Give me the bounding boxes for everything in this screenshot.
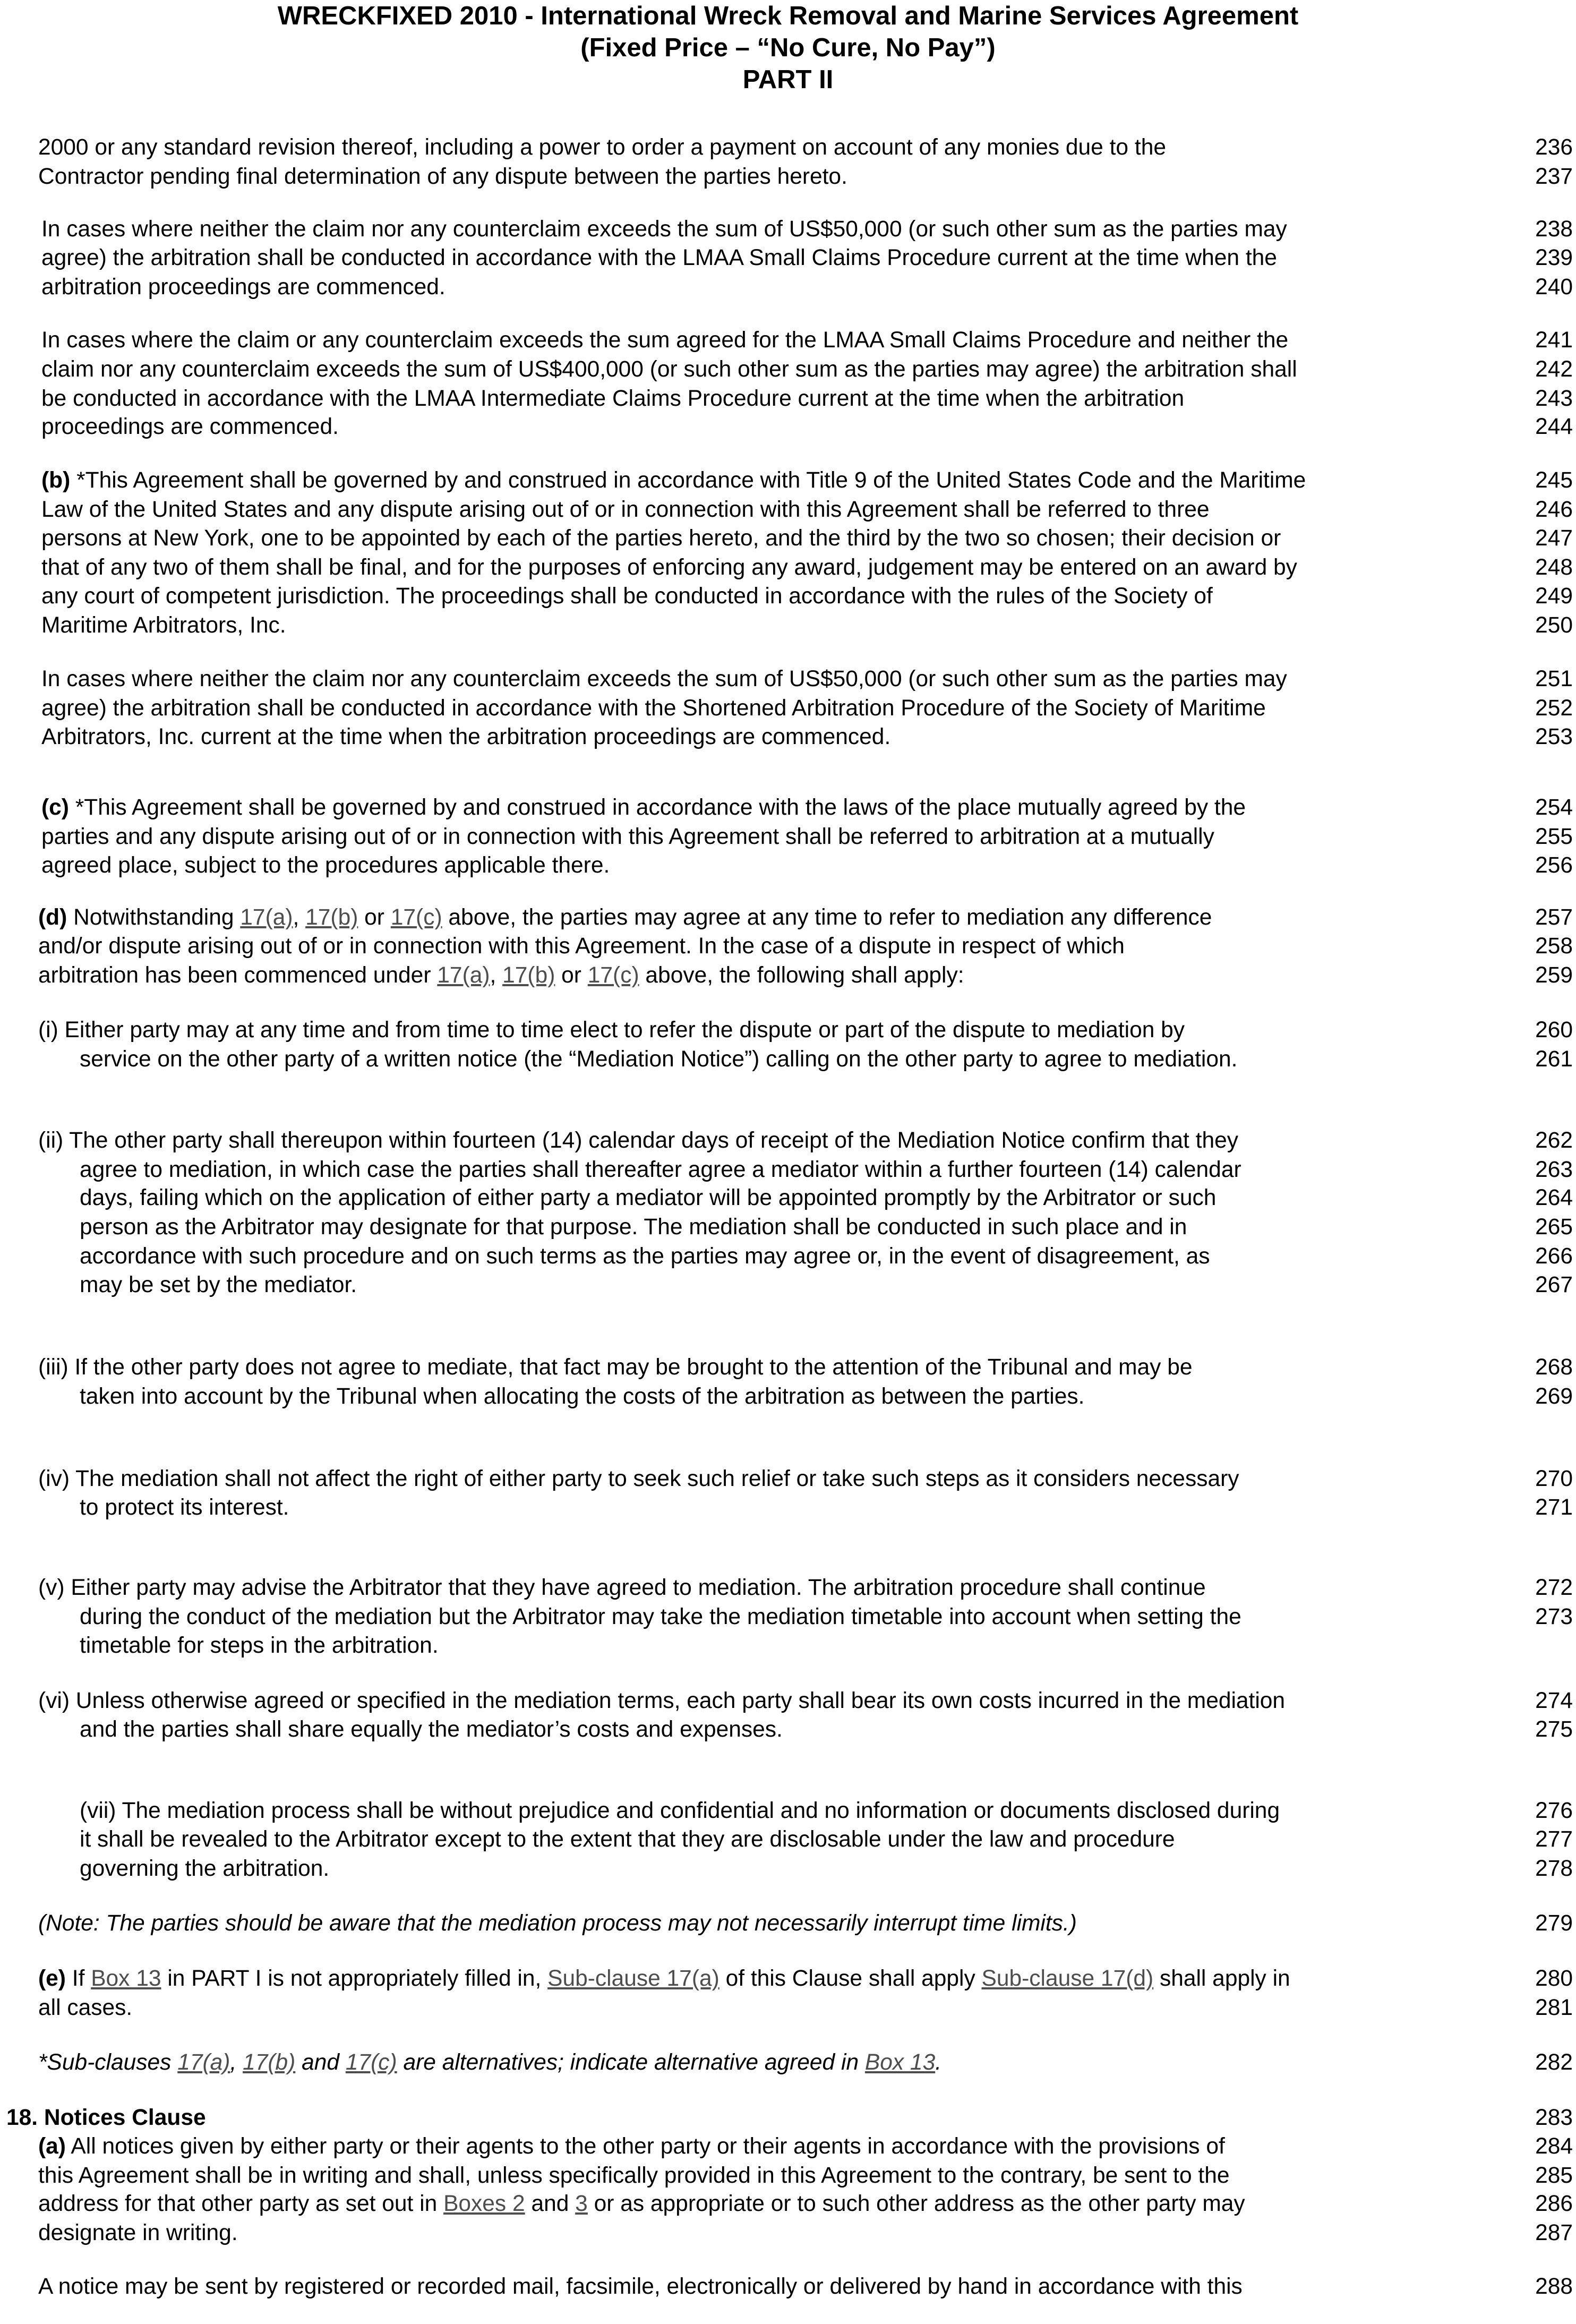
line-number: 280	[1535, 1966, 1573, 1991]
line-number: 243	[1535, 386, 1573, 411]
text-line	[0, 524, 1576, 553]
line-text	[38, 1353, 1193, 1382]
text-segment: and the parties shall share equally the mediator’s costs and expenses.	[80, 1717, 783, 1742]
text-line	[0, 1602, 1576, 1632]
text-segment: (vii) The mediation process shall be without prejudice and confidential and no information or documents disclosed during	[80, 1798, 1280, 1823]
line-text	[41, 384, 1184, 414]
text-line	[0, 1493, 1576, 1523]
text-segment: arbitration has been commenced under	[38, 963, 438, 988]
text-segment: *This Agreement shall be governed by and construed in accordance with the laws of the place mutually agreed by the	[68, 795, 1246, 820]
line-number: 271	[1535, 1495, 1573, 1520]
text-segment: In cases where the claim or any counterclaim exceeds the sum agreed for the LMAA Small Claims Procedure and neither the	[41, 328, 1289, 353]
text-segment: *This Agreement shall be governed by and construed in accordance with Title 9 of the United States Code and the Maritime	[70, 468, 1306, 493]
text-segment: (i) Either party may at any time and from time to time elect to refer the dispute or part of the dispute to mediation by	[38, 1018, 1185, 1043]
line-text	[41, 582, 1213, 611]
line-number: 244	[1535, 414, 1573, 439]
text-line	[0, 1993, 1576, 2023]
text-segment: agree) the arbitration shall be conducted in accordance with the Shortened Arbitration Procedure of the Society of Maritime	[41, 696, 1266, 721]
text-line	[0, 1353, 1576, 1382]
line-number: 259	[1535, 963, 1573, 988]
text-line	[0, 851, 1576, 881]
document-subtitle: (Fixed Price – “No Cure, No Pay”)	[580, 33, 996, 62]
line-number: 239	[1535, 245, 1573, 270]
text-segment: days, failing which on the application of either party a mediator will be appointed promptly by the Arbitrator or such	[80, 1185, 1217, 1210]
line-text	[38, 2218, 238, 2248]
line-text	[38, 961, 964, 990]
line-number: 238	[1535, 217, 1573, 242]
text-line	[0, 466, 1576, 495]
cross-reference-link[interactable]: 17(b)	[243, 2050, 296, 2075]
text-line	[0, 1796, 1576, 1826]
line-text	[6, 2103, 206, 2133]
line-text	[38, 903, 1212, 933]
text-segment: timetable for steps in the arbitration.	[80, 1633, 439, 1658]
line-text	[38, 1573, 1206, 1603]
text-segment: Contractor pending final determination of any dispute between the parties hereto.	[38, 164, 847, 189]
text-segment: Notwithstanding	[67, 905, 241, 930]
line-number: 241	[1535, 328, 1573, 353]
text-segment: above, the parties may agree at any time to refer to mediation any difference	[442, 905, 1212, 930]
line-text	[80, 1212, 1187, 1242]
text-line	[0, 412, 1576, 442]
text-line	[0, 1964, 1576, 1994]
text-segment: taken into account by the Tribunal when allocating the costs of the arbitration as between the parties.	[80, 1384, 1085, 1409]
text-line	[0, 2272, 1576, 2302]
line-text	[41, 722, 890, 752]
line-number: 249	[1535, 584, 1573, 609]
line-text	[38, 2272, 1243, 2302]
line-number: 262	[1535, 1128, 1573, 1153]
cross-reference-link[interactable]: 17(b)	[305, 905, 358, 930]
text-line	[0, 243, 1576, 273]
text-segment: ,	[293, 905, 306, 930]
line-text	[38, 1015, 1185, 1045]
text-segment: or as appropriate or to such other address as the other party may	[587, 2191, 1245, 2216]
line-number: 242	[1535, 357, 1573, 382]
text-segment: to protect its interest.	[80, 1495, 289, 1520]
line-text	[41, 851, 610, 881]
line-text	[41, 215, 1287, 244]
text-line	[0, 1464, 1576, 1494]
cross-reference-link[interactable]: 17(c)	[587, 963, 639, 988]
text-segment: person as the Arbitrator may designate for that purpose. The mediation shall be conducted in such place and in	[80, 1215, 1187, 1240]
text-segment: parties and any dispute arising out of or in connection with this Agreement shall be referred to arbitration at a mutually	[41, 824, 1214, 849]
line-text	[80, 1493, 289, 1523]
text-segment: (iii) If the other party does not agree to mediate, that fact may be brought to the attention of the Tribunal and may be	[38, 1355, 1193, 1380]
cross-reference-link[interactable]: 17(a)	[437, 963, 490, 988]
cross-reference-link[interactable]: Sub-clause 17(a)	[547, 1966, 720, 1991]
text-line	[0, 355, 1576, 385]
line-text	[41, 553, 1297, 583]
line-number: 248	[1535, 555, 1573, 580]
text-segment: and	[525, 2191, 576, 2216]
text-segment: Law of the United States and any dispute arising out of or in connection with this Agreement shall be referred to three	[41, 497, 1210, 522]
line-text	[38, 2161, 1230, 2191]
line-text	[41, 412, 339, 442]
text-segment: this Agreement shall be in writing and shall, unless specifically provided in this Agreement to the contrary, be sent to the	[38, 2163, 1230, 2188]
cross-reference-link[interactable]: 17(b)	[502, 963, 555, 988]
line-text	[38, 1126, 1238, 1156]
line-text	[38, 2048, 941, 2078]
text-segment: ,	[230, 2050, 243, 2075]
text-segment: (vi) Unless otherwise agreed or specified in the mediation terms, each party shall bear its own costs incurred in the mediation	[38, 1688, 1286, 1713]
line-text	[80, 1796, 1280, 1826]
line-text	[38, 162, 847, 192]
text-line	[0, 2189, 1576, 2219]
text-line	[0, 1825, 1576, 1855]
line-number: 266	[1535, 1244, 1573, 1269]
line-number: 240	[1535, 275, 1573, 300]
line-number: 274	[1535, 1688, 1573, 1713]
text-segment: agree to mediation, in which case the parties shall thereafter agree a mediator within a further fourteen (14) calendar	[80, 1157, 1241, 1182]
text-line	[0, 384, 1576, 414]
text-line	[0, 495, 1576, 525]
clause-label: (d)	[38, 905, 67, 930]
line-text	[80, 1854, 329, 1884]
text-segment: or	[555, 963, 588, 988]
line-number: 251	[1535, 667, 1573, 691]
text-line	[0, 162, 1576, 192]
clause-label: (a)	[38, 2134, 66, 2159]
text-line	[0, 326, 1576, 355]
text-line	[0, 722, 1576, 752]
line-text	[38, 2132, 1225, 2161]
text-segment: may be set by the mediator.	[80, 1272, 357, 1297]
line-number: 270	[1535, 1466, 1573, 1491]
document-header	[0, 0, 1576, 96]
line-number: 284	[1535, 2134, 1573, 2159]
text-line	[0, 2048, 1576, 2078]
line-text	[80, 1045, 1237, 1074]
text-segment: all cases.	[38, 1995, 133, 2020]
text-segment: of this Clause shall apply	[719, 1966, 982, 1991]
clause-label: (e)	[38, 1966, 66, 1991]
text-segment: 18. Notices Clause	[6, 2105, 206, 2130]
line-number: 278	[1535, 1856, 1573, 1881]
line-number: 257	[1535, 905, 1573, 930]
text-segment: agree) the arbitration shall be conducted in accordance with the LMAA Small Claims Procedure current at the time when the	[41, 245, 1277, 270]
cross-reference-link[interactable]: Sub-clause 17(d)	[981, 1966, 1154, 1991]
text-segment: address for that other party as set out in	[38, 2191, 444, 2216]
text-line	[0, 1183, 1576, 1213]
line-number: 268	[1535, 1355, 1573, 1380]
line-number: 264	[1535, 1185, 1573, 1210]
text-line	[0, 822, 1576, 852]
line-text	[80, 1382, 1084, 1412]
line-text	[38, 1909, 1077, 1938]
line-number: 273	[1535, 1604, 1573, 1629]
text-segment: 2000 or any standard revision thereof, including a power to order a payment on account of any monies due to the	[38, 135, 1166, 160]
text-line	[0, 2218, 1576, 2248]
line-number: 287	[1535, 2220, 1573, 2245]
text-line	[0, 1045, 1576, 1074]
text-line	[0, 1242, 1576, 1271]
cross-reference-link[interactable]: Box 13	[864, 2050, 936, 2075]
text-segment: are alternatives; indicate alternative agreed in	[397, 2050, 865, 2075]
text-segment: shall apply in	[1153, 1966, 1290, 1991]
line-text	[41, 355, 1297, 385]
line-number: 250	[1535, 613, 1573, 638]
line-number: 272	[1535, 1575, 1573, 1600]
text-line	[0, 1212, 1576, 1242]
line-text	[38, 932, 1125, 961]
text-segment: In cases where neither the claim nor any counterclaim exceeds the sum of US$50,000 (or such other sum as the parties may	[41, 667, 1287, 691]
line-text	[80, 1155, 1241, 1185]
text-line	[0, 1155, 1576, 1185]
line-number: 286	[1535, 2191, 1573, 2216]
document-part: PART II	[742, 65, 834, 94]
text-line	[0, 1686, 1576, 1716]
text-segment: In cases where neither the claim nor any counterclaim exceeds the sum of US$50,000 (or such other sum as the parties may	[41, 217, 1287, 242]
line-number: 254	[1535, 795, 1573, 820]
text-segment: arbitration proceedings are commenced.	[41, 275, 446, 300]
line-number: 275	[1535, 1717, 1573, 1742]
line-number: 256	[1535, 853, 1573, 878]
text-line	[0, 1382, 1576, 1412]
cross-reference-link[interactable]: 17(a)	[240, 905, 293, 930]
text-segment: accordance with such procedure and on such terms as the parties may agree or, in the event of disagreement, as	[80, 1244, 1210, 1269]
line-text	[38, 1464, 1239, 1494]
text-segment: service on the other party of a written notice (the “Mediation Notice”) calling on the other party to agree to mediation.	[80, 1047, 1238, 1072]
line-text	[41, 822, 1214, 852]
line-number: 279	[1535, 1911, 1573, 1936]
text-segment: agreed place, subject to the procedures applicable there.	[41, 853, 610, 878]
text-line	[0, 694, 1576, 723]
text-segment: If	[65, 1966, 91, 1991]
text-segment: ,	[490, 963, 503, 988]
text-segment: proceedings are commenced.	[41, 414, 339, 439]
line-number: 247	[1535, 526, 1573, 551]
text-segment: All notices given by either party or their agents to the other party or their agents in accordance with the provisions of	[65, 2134, 1225, 2159]
line-text	[41, 466, 1306, 495]
text-segment: (iv) The mediation shall not affect the right of either party to seek such relief or take such steps as it considers necessary	[38, 1466, 1239, 1491]
text-segment: and/or dispute arising out of or in connection with this Agreement. In the case of a dispute in respect of which	[38, 934, 1125, 959]
line-text	[41, 664, 1287, 694]
cross-reference-link[interactable]: 17(c)	[345, 2050, 397, 2075]
text-segment: be conducted in accordance with the LMAA Intermediate Claims Procedure current at the time when the arbitration	[41, 386, 1185, 411]
text-segment: Maritime Arbitrators, Inc.	[41, 613, 286, 638]
text-line	[0, 664, 1576, 694]
line-text	[41, 694, 1266, 723]
text-segment: in PART I is not appropriately filled in,	[161, 1966, 548, 1991]
line-number: 263	[1535, 1157, 1573, 1182]
text-segment: governing the arbitration.	[80, 1856, 330, 1881]
line-number: 246	[1535, 497, 1573, 522]
text-line	[0, 1270, 1576, 1300]
line-number: 261	[1535, 1047, 1573, 1072]
text-line	[0, 932, 1576, 961]
text-segment: that of any two of them shall be final, and for the purposes of enforcing any award, judgement may be entered on an award by	[41, 555, 1297, 580]
text-line	[0, 2103, 1576, 2133]
text-segment: or	[358, 905, 391, 930]
line-text	[80, 1602, 1241, 1632]
line-number: 281	[1535, 1995, 1573, 2020]
line-text	[38, 133, 1166, 163]
text-segment: Arbitrators, Inc. current at the time when the arbitration proceedings are commenced.	[41, 724, 891, 749]
line-text	[41, 243, 1277, 273]
line-text	[38, 2189, 1245, 2219]
line-text	[80, 1715, 783, 1745]
text-segment: during the conduct of the mediation but the Arbitrator may take the mediation timetable into account when setting the	[80, 1604, 1241, 1629]
text-segment: it shall be revealed to the Arbitrator except to the extent that they are disclosable under the law and procedure	[80, 1827, 1175, 1852]
cross-reference-link[interactable]: 3	[575, 2191, 588, 2216]
text-segment: any court of competent jurisdiction. The proceedings shall be conducted in accordance with the rules of the Society of	[41, 584, 1213, 609]
text-line	[0, 133, 1576, 163]
text-line	[0, 553, 1576, 583]
text-line	[0, 1715, 1576, 1745]
text-segment: (ii) The other party shall thereupon within fourteen (14) calendar days of receipt of the Mediation Notice confirm that they	[38, 1128, 1238, 1153]
text-line	[0, 272, 1576, 302]
line-number: 277	[1535, 1827, 1573, 1852]
text-line	[0, 611, 1576, 640]
line-number: 282	[1535, 2050, 1573, 2075]
line-number: 255	[1535, 824, 1573, 849]
cross-reference-link[interactable]: Box 13	[91, 1966, 161, 1991]
text-segment: A notice may be sent by registered or recorded mail, facsimile, electronically or delivered by hand in accordance with this	[38, 2274, 1243, 2299]
line-text	[41, 524, 1281, 553]
text-segment: (Note: The parties should be aware that the mediation process may not necessarily interrupt time limits.)	[38, 1911, 1077, 1936]
text-segment: designate in writing.	[38, 2220, 238, 2245]
text-line	[0, 1909, 1576, 1938]
text-segment: .	[935, 2050, 942, 2075]
line-text	[41, 326, 1288, 355]
line-text	[41, 611, 286, 640]
clause-label: (b)	[41, 468, 71, 493]
cross-reference-link[interactable]: 17(a)	[177, 2050, 230, 2075]
line-number: 276	[1535, 1798, 1573, 1823]
line-number: 267	[1535, 1272, 1573, 1297]
cross-reference-link[interactable]: Boxes 2	[443, 2191, 525, 2216]
text-line	[0, 2132, 1576, 2161]
text-line	[0, 961, 1576, 990]
text-line	[0, 1631, 1576, 1661]
text-segment: *Sub-clauses	[38, 2050, 178, 2075]
text-line	[0, 903, 1576, 933]
line-number: 283	[1535, 2105, 1573, 2130]
line-text	[80, 1631, 439, 1661]
line-text	[41, 793, 1246, 823]
line-number: 285	[1535, 2163, 1573, 2188]
line-number: 253	[1535, 724, 1573, 749]
cross-reference-link[interactable]: 17(c)	[390, 905, 442, 930]
line-text	[38, 1964, 1290, 1994]
text-segment: (v) Either party may advise the Arbitrator that they have agreed to mediation. The arbitration procedure shall continue	[38, 1575, 1206, 1600]
line-text	[41, 272, 446, 302]
line-number: 288	[1535, 2274, 1573, 2299]
line-number: 252	[1535, 696, 1573, 721]
line-number: 265	[1535, 1215, 1573, 1240]
line-text	[80, 1242, 1210, 1271]
text-segment: persons at New York, one to be appointed by each of the parties hereto, and the third by the two so chosen; their decision or	[41, 526, 1281, 551]
text-line	[0, 1126, 1576, 1156]
line-text	[80, 1825, 1175, 1855]
text-line	[0, 582, 1576, 611]
line-number: 258	[1535, 934, 1573, 959]
document-title: WRECKFIXED 2010 - International Wreck Removal and Marine Services Agreement	[277, 2, 1299, 30]
line-number: 269	[1535, 1384, 1573, 1409]
line-number: 237	[1535, 164, 1573, 189]
line-number: 245	[1535, 468, 1573, 493]
text-line	[0, 793, 1576, 823]
text-line	[0, 1854, 1576, 1884]
clause-label: (c)	[41, 795, 69, 820]
text-segment: claim nor any counterclaim exceeds the sum of US$400,000 (or such other sum as the parties may agree) the arbitration shall	[41, 357, 1297, 382]
line-text	[41, 495, 1210, 525]
text-segment: and	[295, 2050, 346, 2075]
text-line	[0, 1015, 1576, 1045]
line-number: 260	[1535, 1018, 1573, 1043]
line-number: 236	[1535, 135, 1573, 160]
text-line	[0, 2161, 1576, 2191]
text-segment: above, the following shall apply:	[639, 963, 964, 988]
text-line	[0, 215, 1576, 244]
line-text	[80, 1183, 1216, 1213]
line-text	[80, 1270, 357, 1300]
line-text	[38, 1686, 1285, 1716]
line-text	[38, 1993, 132, 2023]
text-line	[0, 1573, 1576, 1603]
